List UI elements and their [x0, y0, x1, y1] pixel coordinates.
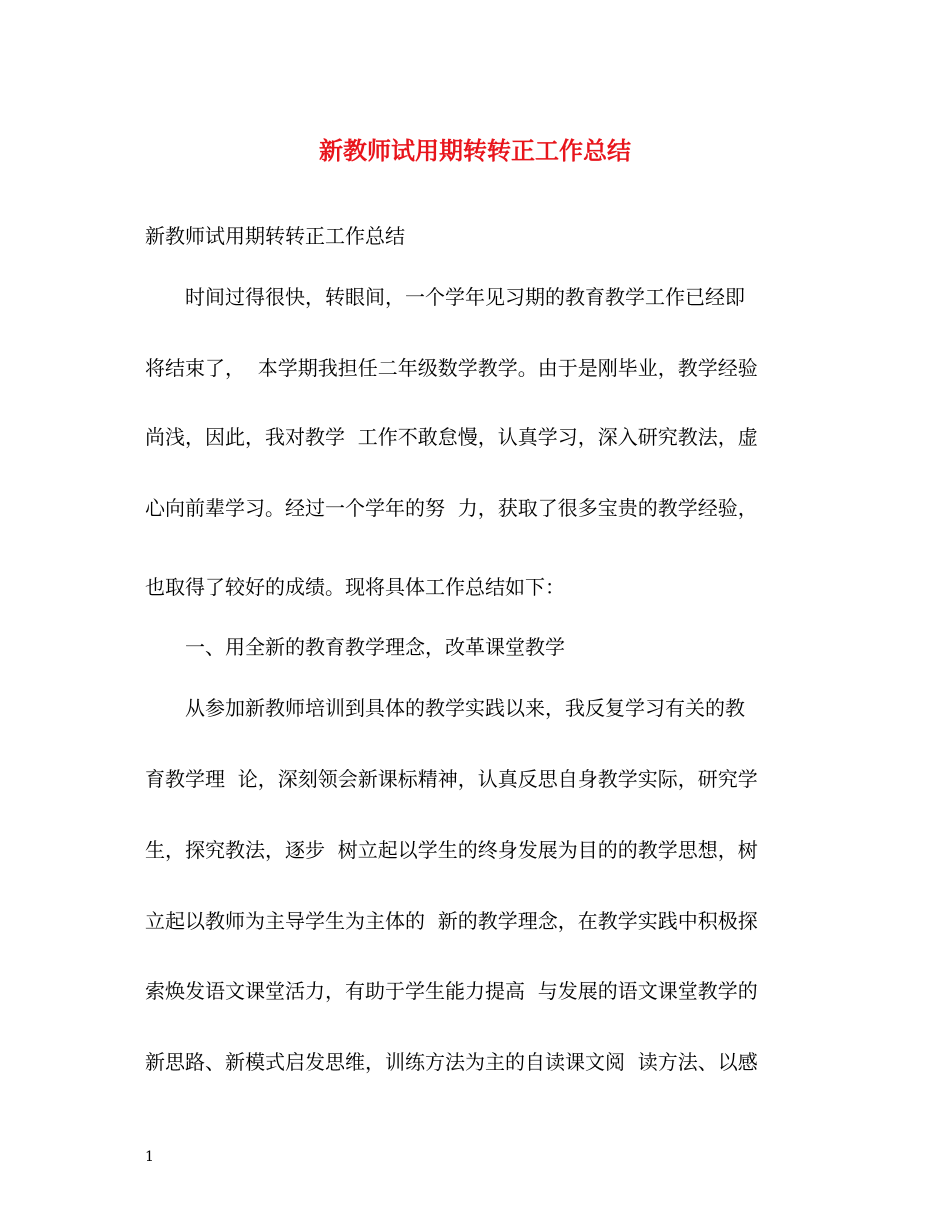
body-line: 索焕发语文课堂活力，有助于学生能力提高 与发展的语文课堂教学的	[145, 979, 758, 1003]
document-title: 新教师试用期转转正工作总结	[319, 136, 631, 165]
body-line: 育教学理 论，深刻领会新课标精神，认真反思自身教学实际，研究学	[145, 767, 758, 791]
body-line: 生，探究教法，逐步 树立起以学生的终身发展为目的的教学思想，树	[145, 838, 758, 862]
body-line: 也取得了较好的成绩。现将具体工作总结如下：	[145, 575, 565, 599]
body-line: 立起以教师为主导学生为主体的 新的教学理念，在教学实践中积极探	[145, 909, 758, 933]
body-line: 时间过得很快，转眼间，一个学年见习期的教育教学工作已经即	[145, 285, 745, 309]
body-line: 心向前辈学习。经过一个学年的努 力，获取了很多宝贵的教学经验，	[145, 496, 758, 520]
body-line: 从参加新教师培训到具体的教学实践以来，我反复学习有关的教	[145, 696, 745, 720]
body-line-heading: 新教师试用期转转正工作总结	[145, 224, 405, 248]
body-line: 将结束了， 本学期我担任二年级数学教学。由于是刚毕业，教学经验	[145, 356, 758, 380]
section-heading: 一、用全新的教育教学理念，改革课堂教学	[145, 635, 565, 659]
body-line: 尚浅，因此，我对教学 工作不敢怠慢，认真学习，深入研究教法，虚	[145, 425, 758, 449]
body-line: 新思路、新模式启发思维，训练方法为主的自读课文阅 读方法、以感	[145, 1050, 758, 1074]
page-number: 1	[145, 1149, 154, 1165]
